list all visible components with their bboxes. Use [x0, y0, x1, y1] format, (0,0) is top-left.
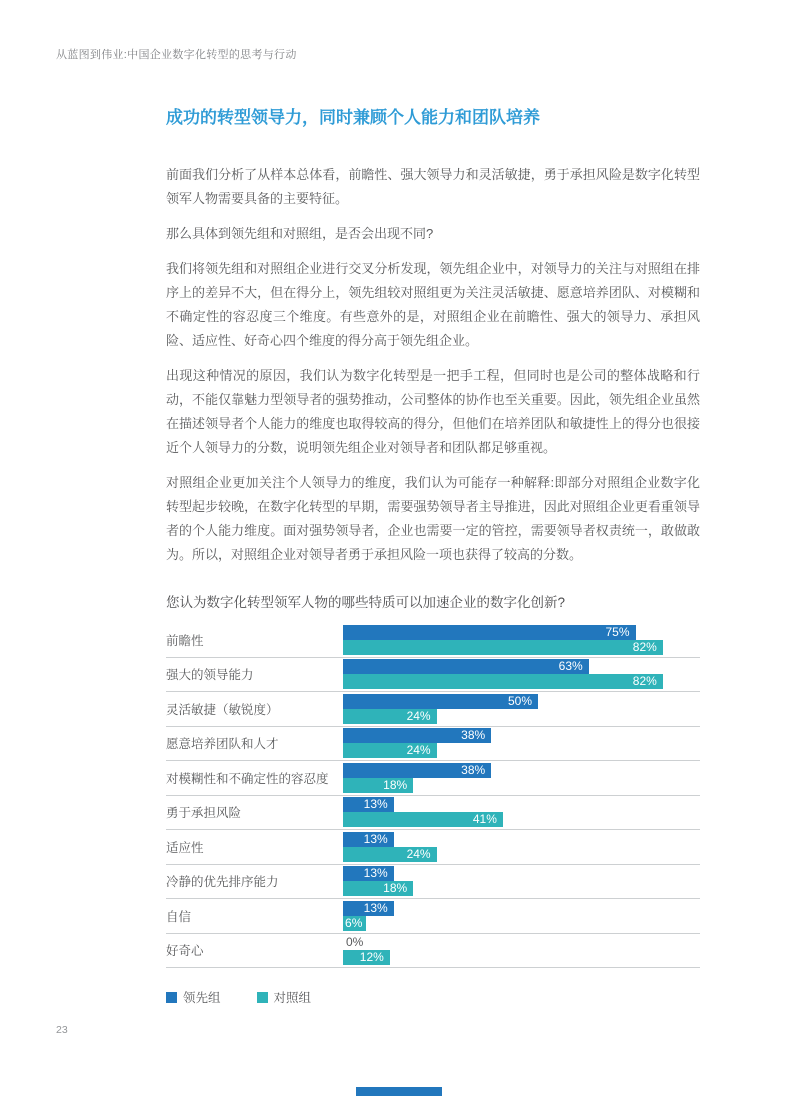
legend-label: 对照组: [273, 991, 312, 1005]
bar-领先组: 63%: [343, 659, 589, 674]
article-paragraphs: [166, 163, 700, 567]
bar-领先组: 13%: [343, 832, 394, 847]
bar-group: [343, 832, 700, 862]
bar-领先组: 50%: [343, 694, 538, 709]
bar-对照组: 24%: [343, 743, 437, 758]
page-number: 23: [56, 1024, 68, 1036]
bar-对照组: 6%: [343, 916, 366, 931]
legend-label: 领先组: [183, 991, 221, 1005]
page-content: [166, 106, 700, 1006]
legend-item-leader: [166, 988, 221, 1006]
body-paragraph: 那么具体到领先组和对照组，是否会出现不同?: [166, 226, 434, 241]
body-paragraph: 出现这种情况的原因，我们认为数字化转型是一把手工程，但同时也是公司的整体战略和行动，不能仅靠魅力型领导者的强势推动，公司整体的协作也至关重要。因此，领先组企业虽然在描述领导者个人能力的维度也取得较高的得分，但他们在培养团队和敏捷性上的得分也很接近个人领导力的分数，说明领先组企业对领导者和团队都足够重视。: [166, 368, 700, 455]
bar-对照组: 82%: [343, 640, 663, 655]
control-swatch-icon: [257, 992, 268, 1003]
bar-chart: [166, 623, 700, 968]
bar-group: [343, 728, 700, 758]
category-label: 强大的领导能力: [166, 668, 254, 683]
chart-row: [166, 934, 700, 969]
category-label: 好奇心: [166, 944, 204, 959]
report-header-title: 从蓝图到伟业:中国企业数字化转型的思考与行动: [56, 49, 297, 61]
bar-对照组: 24%: [343, 847, 437, 862]
bar-领先组: 13%: [343, 797, 394, 812]
bar-group: [343, 935, 700, 965]
bar-对照组: 82%: [343, 674, 663, 689]
bar-group: [343, 659, 700, 689]
bottom-accent-bar: [356, 1087, 442, 1096]
bar-group: [343, 901, 700, 931]
bar-对照组: 12%: [343, 950, 390, 965]
legend-item-control: [257, 988, 312, 1006]
bar-对照组: 24%: [343, 709, 437, 724]
category-label: 适应性: [166, 840, 204, 855]
chart-title: 您认为数字化转型领军人物的哪些特质可以加速企业的数字化创新?: [166, 595, 566, 610]
chart-legend: [166, 988, 700, 1006]
chart-row: [166, 692, 700, 727]
body-paragraph: 前面我们分析了从样本总体看，前瞻性、强大领导力和灵活敏捷，勇于承担风险是数字化转型领军人物需要具备的主要特征。: [166, 167, 700, 206]
category-label: 灵活敏捷（敏锐度）: [166, 702, 279, 717]
bar-对照组: 18%: [343, 778, 413, 793]
category-label: 对模糊性和不确定性的容忍度: [166, 771, 329, 786]
category-label: 勇于承担风险: [166, 806, 242, 821]
chart-row: [166, 727, 700, 762]
bar-领先组: 75%: [343, 625, 636, 640]
category-label: 愿意培养团队和人才: [166, 737, 279, 752]
chart-row: [166, 899, 700, 934]
bar-对照组: 41%: [343, 812, 503, 827]
category-label: 冷静的优先排序能力: [166, 875, 279, 890]
bar-对照组: 18%: [343, 881, 413, 896]
chart-row: [166, 658, 700, 693]
chart-row: [166, 830, 700, 865]
category-label: 自信: [166, 909, 192, 924]
chart-row: [166, 761, 700, 796]
chart-row: [166, 865, 700, 900]
bar-领先组: 13%: [343, 901, 394, 916]
bar-领先组: 38%: [343, 728, 491, 743]
chart-row: [166, 796, 700, 831]
bar-group: [343, 763, 700, 793]
bar-group: [343, 866, 700, 896]
bar-group: [343, 694, 700, 724]
body-paragraph: 我们将领先组和对照组企业进行交叉分析发现，领先组企业中，对领导力的关注与对照组在排序上的差异不大，但在得分上，领先组较对照组更为关注灵活敏捷、愿意培养团队、对模糊和不确定性的容忍度三个维度。有些意外的是，对照组企业在前瞻性、强大的领导力、承担风险、适应性、好奇心四个维度的得分高于领先组企业。: [166, 261, 700, 348]
bar-group: [343, 625, 700, 655]
leader-swatch-icon: [166, 992, 177, 1003]
bar-group: [343, 797, 700, 827]
category-label: 前瞻性: [166, 633, 204, 648]
bar-领先组: 38%: [343, 763, 491, 778]
body-paragraph: 对照组企业更加关注个人领导力的维度，我们认为可能存一种解释:即部分对照组企业数字化转型起步较晚，在数字化转型的早期，需要强势领导者主导推进，因此对照组企业更看重领导者的个人能力维度。面对强势领导者，企业也需要一定的管控，需要领导者权责统一，敢做敢为。所以，对照组企业对领导者勇于承担风险一项也获得了较高的分数。: [166, 475, 700, 562]
section-title: 成功的转型领导力，同时兼顾个人能力和团队培养: [166, 108, 540, 127]
bar-领先组: 13%: [343, 866, 394, 881]
bar-领先组: 0%: [346, 935, 364, 950]
chart-row: [166, 623, 700, 658]
